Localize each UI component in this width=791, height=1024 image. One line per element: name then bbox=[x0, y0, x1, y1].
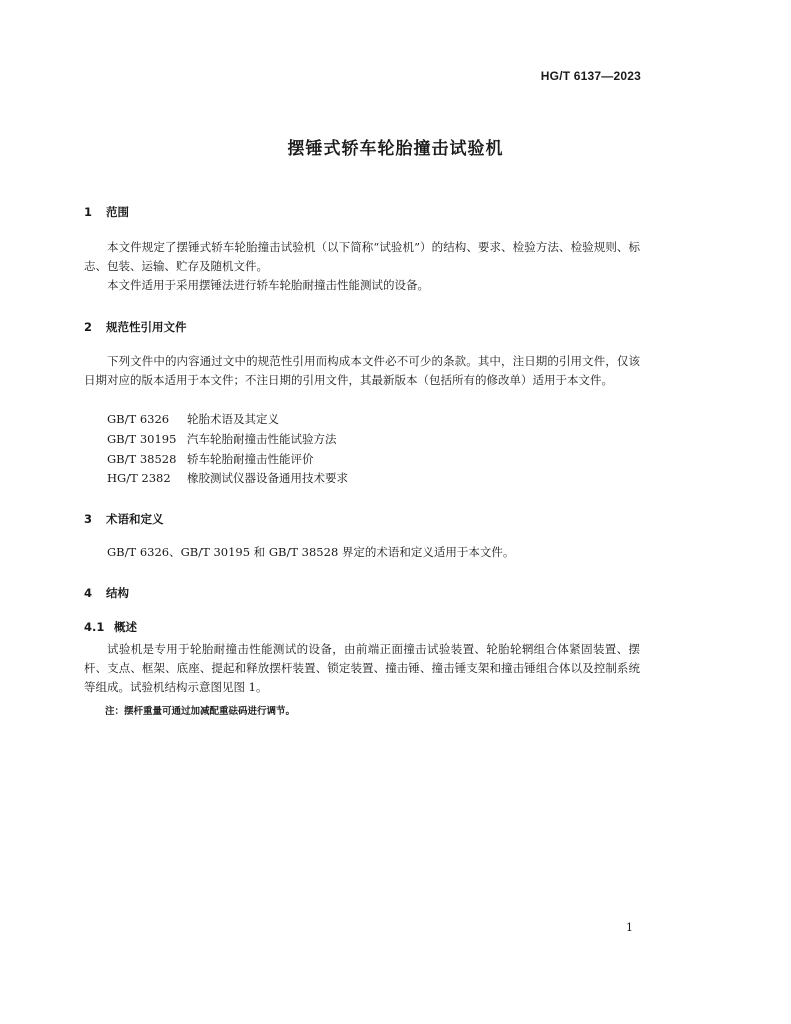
reference-item bbox=[107, 469, 348, 488]
subsection-4-1-paragraph: 试验机是专用于轮胎耐撞击性能测试的设备，由前端正面撞击试验装置、轮胎轮辋组合体紧固装置、摆杆、支点、框架、底座、提起和释放摆杆装置、锁定装置、撞击锤、撞击锤支架和撞击锤组合体以及控制系统等组成。试验机结构示意图见图 1。 bbox=[84, 642, 640, 694]
reference-item bbox=[107, 430, 337, 449]
reference-title: 汽车轮胎耐撞击性能试验方法 bbox=[187, 432, 337, 446]
section-3-heading bbox=[84, 511, 164, 527]
section-number: 3 bbox=[84, 512, 93, 526]
section-number: 4 bbox=[84, 586, 93, 600]
section-1-paragraph-2: 本文件适用于采用摆锤法进行轿车轮胎耐撞击性能测试的设备。 bbox=[107, 278, 429, 292]
reference-item bbox=[107, 450, 314, 469]
page-number: 1 bbox=[626, 921, 633, 934]
section-2-paragraph-1: 下列文件中的内容通过文中的规范性引用而构成本文件必不可少的条款。其中，注日期的引用文件，仅该日期对应的版本适用于本文件；不注日期的引用文件，其最新版本（包括所有的修改单）适用于本文件。 bbox=[84, 354, 640, 387]
section-number: 2 bbox=[84, 320, 93, 334]
reference-code: GB/T 38528 bbox=[107, 452, 177, 466]
section-1-paragraph-1: 本文件规定了摆锤式轿车轮胎撞击试验机（以下简称“试验机”）的结构、要求、检验方法、检验规则、标志、包装、运输、贮存及随机文件。 bbox=[84, 240, 640, 273]
subsection-4-1-heading bbox=[84, 619, 137, 635]
section-title: 术语和定义 bbox=[106, 512, 164, 526]
subsection-number: 4.1 bbox=[84, 620, 105, 634]
section-title: 范围 bbox=[106, 205, 129, 219]
reference-title: 轿车轮胎耐撞击性能评价 bbox=[187, 452, 314, 466]
reference-title: 轮胎术语及其定义 bbox=[187, 412, 279, 426]
reference-code: HG/T 2382 bbox=[107, 471, 171, 485]
document-title: 摆锤式轿车轮胎撞击试验机 bbox=[287, 139, 504, 159]
note: 注：摆杆重量可通过加减配重砝码进行调节。 bbox=[105, 706, 296, 717]
standard-code: HG/T 6137—2023 bbox=[540, 69, 641, 83]
section-4-heading bbox=[84, 585, 129, 601]
reference-code: GB/T 6326 bbox=[107, 412, 170, 426]
reference-title: 橡胶测试仪器设备通用技术要求 bbox=[187, 471, 348, 485]
section-number: 1 bbox=[84, 205, 93, 219]
subsection-title: 概述 bbox=[114, 620, 137, 634]
section-title: 结构 bbox=[106, 586, 129, 600]
section-1-heading bbox=[84, 204, 129, 220]
section-title: 规范性引用文件 bbox=[106, 320, 187, 334]
reference-code: GB/T 30195 bbox=[107, 432, 177, 446]
section-2-heading bbox=[84, 319, 187, 335]
reference-item bbox=[107, 410, 279, 429]
section-3-paragraph-1: GB/T 6326、GB/T 30195 和 GB/T 38528 界定的术语和定义适用于本文件。 bbox=[107, 545, 515, 559]
